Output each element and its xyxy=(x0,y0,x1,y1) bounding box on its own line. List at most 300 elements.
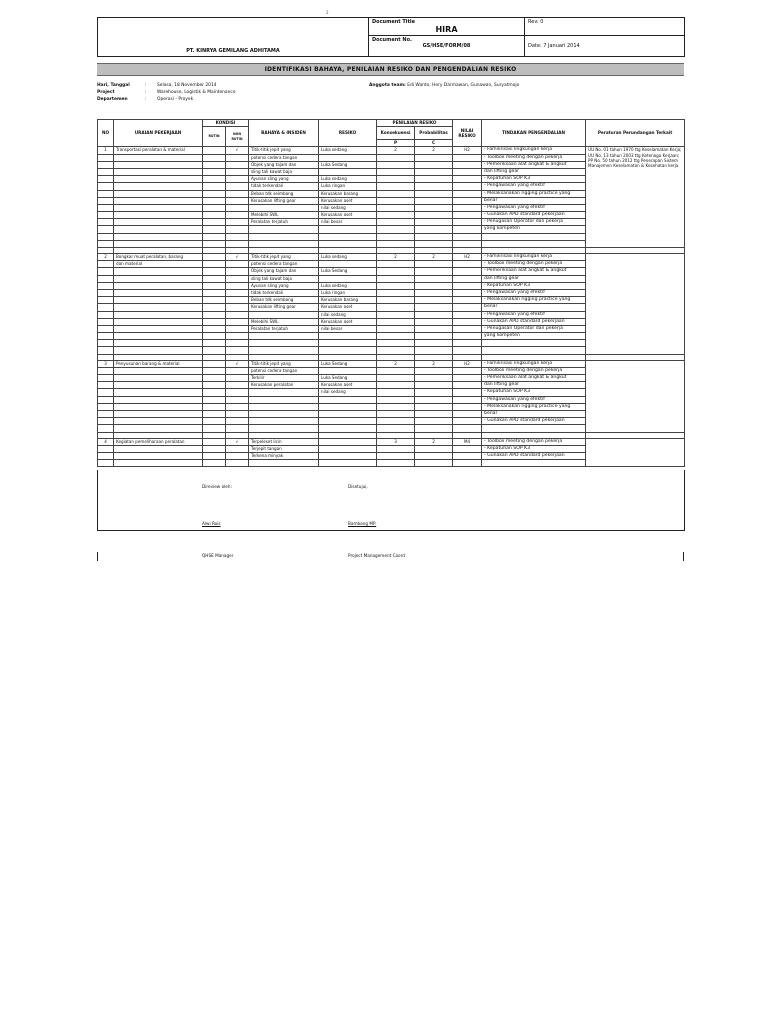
doc-title: HIRA xyxy=(435,25,458,34)
risk-value-cell xyxy=(453,311,482,318)
hazard-cell xyxy=(249,403,319,410)
risk-value-cell xyxy=(453,382,482,389)
task-description xyxy=(114,410,203,417)
probability-cell xyxy=(415,340,453,347)
consequence-cell: 3 xyxy=(377,438,415,445)
risk-cell xyxy=(319,396,377,403)
consequence-cell: 2 xyxy=(377,147,415,154)
control-measure-cell: yang kompeten xyxy=(482,333,586,340)
task-description xyxy=(114,154,203,161)
control-measure-cell: - Penugasan Operator dan pekerja xyxy=(482,219,586,226)
non-rutin-mark xyxy=(226,226,249,233)
control-measure-cell: - Toolbox meeting dengan pekerja xyxy=(482,438,586,445)
control-measure-cell: - Pemeriksaan alat angkat & angkut xyxy=(482,161,586,168)
control-measure-cell: - Kepatuhan SOP K3 xyxy=(482,445,586,452)
table-row xyxy=(98,360,685,367)
risk-cell: Luka Sedang xyxy=(319,161,377,168)
non-rutin-mark xyxy=(226,183,249,190)
non-rutin-mark xyxy=(226,452,249,459)
hazard-cell: Beban tdk seimbang xyxy=(249,297,319,304)
team-value: Edi Wanto, Hery Darmawan, Gunawan, Suryatmojo xyxy=(407,83,520,88)
task-description xyxy=(114,403,203,410)
col-nilai: NILAI RESIKO xyxy=(453,120,482,147)
task-description: Kegiatan pemeliharaan peralatan xyxy=(114,438,203,445)
consequence-cell xyxy=(377,389,415,396)
task-description xyxy=(114,219,203,226)
row-number: 3 xyxy=(98,360,114,367)
row-number: 2 xyxy=(98,254,114,261)
consequence-cell xyxy=(377,460,415,467)
probability-cell xyxy=(415,382,453,389)
probability-cell xyxy=(415,261,453,268)
row-number xyxy=(98,418,114,425)
row-number xyxy=(98,410,114,417)
control-measure-cell xyxy=(482,233,586,240)
probability-cell xyxy=(415,154,453,161)
consequence-cell: 2 xyxy=(377,254,415,261)
consequence-cell xyxy=(377,275,415,282)
task-description xyxy=(114,268,203,275)
project-label: Project xyxy=(97,90,115,95)
hazard-cell xyxy=(249,460,319,467)
non-rutin-mark xyxy=(226,161,249,168)
rutin-cell xyxy=(203,403,226,410)
task-description: Bongkar muat peralatan, barang xyxy=(114,254,203,261)
rutin-cell xyxy=(203,325,226,332)
rutin-cell xyxy=(203,233,226,240)
non-rutin-mark xyxy=(226,297,249,304)
consequence-cell xyxy=(377,410,415,417)
rutin-cell xyxy=(203,304,226,311)
probability-cell xyxy=(415,297,453,304)
control-measure-cell: - Melaksanakan rigging practice yang xyxy=(482,190,586,197)
consequence-cell: 2 xyxy=(377,360,415,367)
task-description xyxy=(114,340,203,347)
project-colon: : xyxy=(145,90,147,95)
row-number xyxy=(98,325,114,332)
non-rutin-mark xyxy=(226,396,249,403)
risk-value-cell xyxy=(453,282,482,289)
risk-value-cell xyxy=(453,190,482,197)
risk-cell: nilai sedang xyxy=(319,389,377,396)
non-rutin-mark xyxy=(226,403,249,410)
control-measure-cell: dan lifting gear xyxy=(482,382,586,389)
row-number xyxy=(98,460,114,467)
reviewer-name: Alwi Rois xyxy=(202,521,221,526)
task-description xyxy=(114,333,203,340)
probability-cell xyxy=(415,311,453,318)
row-number xyxy=(98,168,114,175)
risk-cell xyxy=(319,367,377,374)
probability-cell xyxy=(415,212,453,219)
task-description xyxy=(114,176,203,183)
risk-value-cell xyxy=(453,445,482,452)
consequence-cell xyxy=(377,233,415,240)
hazard-cell: Peralatan terjatuh xyxy=(249,219,319,226)
task-description xyxy=(114,282,203,289)
probability-cell xyxy=(415,318,453,325)
probability-cell: 2 xyxy=(415,360,453,367)
probability-cell xyxy=(415,304,453,311)
risk-value-cell xyxy=(453,204,482,211)
rutin-cell xyxy=(203,161,226,168)
risk-cell: Luka ringan xyxy=(319,183,377,190)
risk-cell: Luka sedang xyxy=(319,176,377,183)
task-description xyxy=(114,325,203,332)
rutin-cell xyxy=(203,452,226,459)
consequence-cell xyxy=(377,347,415,354)
consequence-cell xyxy=(377,176,415,183)
probability-cell xyxy=(415,403,453,410)
consequence-cell xyxy=(377,418,415,425)
hazard-cell: Titik-titik jepit yang xyxy=(249,254,319,261)
risk-value-cell xyxy=(453,240,482,247)
hazard-cell: Ayunan sling yang xyxy=(249,176,319,183)
consequence-cell xyxy=(377,333,415,340)
non-rutin-mark xyxy=(226,367,249,374)
row-number xyxy=(98,403,114,410)
risk-cell xyxy=(319,403,377,410)
control-measure-cell: - Gunakan APD standard pekerjaan xyxy=(482,418,586,425)
non-rutin-mark xyxy=(226,197,249,204)
non-rutin-mark xyxy=(226,289,249,296)
risk-value-cell xyxy=(453,396,482,403)
control-measure-cell: - Toolbox meeting dengan pekerja xyxy=(482,261,586,268)
risk-value-cell xyxy=(453,375,482,382)
rutin-cell xyxy=(203,168,226,175)
consequence-cell xyxy=(377,382,415,389)
rutin-cell xyxy=(203,425,226,432)
row-number xyxy=(98,233,114,240)
risk-cell xyxy=(319,452,377,459)
task-description xyxy=(114,311,203,318)
task-description xyxy=(114,460,203,467)
risk-cell xyxy=(319,425,377,432)
regulation-cell xyxy=(586,254,685,355)
risk-cell: nilai besar xyxy=(319,219,377,226)
date-label: Hari, Tanggal xyxy=(97,83,130,88)
risk-value-cell xyxy=(453,325,482,332)
non-rutin-mark: √ xyxy=(226,147,249,154)
form-info xyxy=(97,83,684,115)
row-number: 4 xyxy=(98,438,114,445)
risk-cell xyxy=(319,168,377,175)
hazard-cell xyxy=(249,340,319,347)
risk-cell xyxy=(319,226,377,233)
probability-cell xyxy=(415,325,453,332)
probability-cell xyxy=(415,333,453,340)
hazard-cell xyxy=(249,311,319,318)
row-number xyxy=(98,452,114,459)
rutin-cell xyxy=(203,282,226,289)
regulation-cell xyxy=(586,360,685,432)
consequence-cell xyxy=(377,204,415,211)
row-number xyxy=(98,311,114,318)
control-measure-cell: - Familirisasi lingkungan kerja xyxy=(482,360,586,367)
probability-cell xyxy=(415,418,453,425)
probability-cell xyxy=(415,275,453,282)
hazard-cell xyxy=(249,396,319,403)
team-members xyxy=(369,83,519,88)
risk-cell: Luka Sedang xyxy=(319,360,377,367)
rutin-cell xyxy=(203,340,226,347)
task-description xyxy=(114,304,203,311)
rutin-cell xyxy=(203,154,226,161)
probability-cell xyxy=(415,168,453,175)
control-measure-cell: - Penugasan Operator dan pekerja xyxy=(482,325,586,332)
rutin-cell xyxy=(203,410,226,417)
doc-no-label: Document No. xyxy=(372,37,412,43)
hazard-cell: Kerusakan lifting gear xyxy=(249,304,319,311)
hazard-cell: tidak terkendali xyxy=(249,289,319,296)
row-number xyxy=(98,347,114,354)
col-uraian: URAIAN PEKERJAAN xyxy=(114,120,203,147)
non-rutin-mark xyxy=(226,261,249,268)
non-rutin-mark xyxy=(226,168,249,175)
control-measure-cell: - Melaksanakan rigging practice yang xyxy=(482,403,586,410)
row-number xyxy=(98,289,114,296)
risk-value-cell xyxy=(453,297,482,304)
hazard-cell: Terjepit tangan xyxy=(249,445,319,452)
non-rutin-mark xyxy=(226,382,249,389)
probability-cell xyxy=(415,226,453,233)
risk-value-cell xyxy=(453,367,482,374)
task-description xyxy=(114,190,203,197)
hazard-cell: sling tali kawat baja xyxy=(249,168,319,175)
risk-cell: Kerusakan barang xyxy=(319,190,377,197)
control-measure-cell: - Pengawasan yang efektif xyxy=(482,311,586,318)
risk-cell: Kerusakan barang xyxy=(319,297,377,304)
control-measure-cell: - Pengawasan yang efektif xyxy=(482,183,586,190)
task-description xyxy=(114,347,203,354)
hazard-cell: potensi cedera tangan xyxy=(249,261,319,268)
table-row xyxy=(98,254,685,261)
row-number xyxy=(98,297,114,304)
row-number xyxy=(98,176,114,183)
non-rutin-mark xyxy=(226,240,249,247)
task-description xyxy=(114,197,203,204)
control-measure-cell: - Gunakan APD standard pekerjaan xyxy=(482,212,586,219)
consequence-cell xyxy=(377,367,415,374)
control-measure-cell: benar xyxy=(482,197,586,204)
hazard-cell: Melebihi SWL xyxy=(249,212,319,219)
department-value: Operasi - Proyek xyxy=(157,97,194,102)
risk-cell xyxy=(319,418,377,425)
hazard-cell xyxy=(249,389,319,396)
risk-cell: Kerusakan aset xyxy=(319,212,377,219)
risk-value-cell xyxy=(453,212,482,219)
non-rutin-mark xyxy=(226,347,249,354)
rutin-cell xyxy=(203,418,226,425)
non-rutin-mark xyxy=(226,318,249,325)
control-measure-cell: - Pengawasan yang efektif xyxy=(482,396,586,403)
probability-cell xyxy=(415,460,453,467)
col-penilaian: PENILAIAN RESIKO xyxy=(377,120,453,127)
department-colon: : xyxy=(145,97,147,102)
control-measure-cell: dan lifting gear xyxy=(482,168,586,175)
probability-cell xyxy=(415,282,453,289)
reviewer-title: QHSE Manager xyxy=(202,553,234,558)
consequence-cell xyxy=(377,452,415,459)
hazard-cell xyxy=(249,410,319,417)
risk-cell xyxy=(319,410,377,417)
control-measure-cell xyxy=(482,240,586,247)
regulation-cell: UU No. 01 tahun 1970 ttg Keselamatan Kerja; UU No. 13 tahun 2003 ttg Ketenaga Kerjaan; PP No. 50 tahun 2012 ttg Penerapan Sistem Manajemen Keselamatan & Kesehatan kerja xyxy=(586,147,685,248)
non-rutin-mark xyxy=(226,418,249,425)
risk-value-cell xyxy=(453,183,482,190)
control-measure-cell: - Familirisasi lingkungan kerja xyxy=(482,254,586,261)
row-number xyxy=(98,204,114,211)
task-description xyxy=(114,183,203,190)
control-measure-cell: - Pemeriksaan alat angkat & angkut xyxy=(482,375,586,382)
non-rutin-mark xyxy=(226,219,249,226)
hazard-cell: sling tali kawat baja xyxy=(249,275,319,282)
control-measure-cell xyxy=(482,347,586,354)
rutin-cell xyxy=(203,389,226,396)
form-title: IDENTIFIKASI BAHAYA, PENILAIAN RESIKO DAN PENGENDALIAN RESIKO xyxy=(97,63,684,76)
non-rutin-mark: √ xyxy=(226,254,249,261)
row-number xyxy=(98,154,114,161)
rutin-cell xyxy=(203,219,226,226)
hazard-cell xyxy=(249,204,319,211)
hira-table-body xyxy=(98,147,685,467)
risk-value-cell xyxy=(453,403,482,410)
task-description xyxy=(114,297,203,304)
right-margin-mark xyxy=(683,552,684,561)
task-description: Transportasi peralatan & material xyxy=(114,147,203,154)
hazard-cell: Ayunan sling yang xyxy=(249,282,319,289)
non-rutin-mark xyxy=(226,333,249,340)
row-number xyxy=(98,382,114,389)
risk-cell xyxy=(319,240,377,247)
rutin-cell xyxy=(203,240,226,247)
task-description xyxy=(114,452,203,459)
control-measure-cell xyxy=(482,340,586,347)
row-number xyxy=(98,161,114,168)
regulation-cell xyxy=(586,438,685,467)
task-description xyxy=(114,168,203,175)
non-rutin-mark xyxy=(226,212,249,219)
row-number xyxy=(98,275,114,282)
probability-cell xyxy=(415,197,453,204)
hazard-cell xyxy=(249,333,319,340)
signature-frame xyxy=(97,470,685,531)
risk-value-cell xyxy=(453,176,482,183)
consequence-cell xyxy=(377,297,415,304)
control-measure-cell: benar xyxy=(482,304,586,311)
risk-value-cell xyxy=(453,304,482,311)
probability-cell xyxy=(415,268,453,275)
rutin-cell xyxy=(203,360,226,367)
risk-cell: nilai sedang xyxy=(319,204,377,211)
risk-cell: Luka sedang xyxy=(319,282,377,289)
row-number xyxy=(98,212,114,219)
probability-cell xyxy=(415,396,453,403)
non-rutin-mark xyxy=(226,190,249,197)
probability-cell xyxy=(415,289,453,296)
consequence-cell xyxy=(377,226,415,233)
task-description: Penyusunan barang & material xyxy=(114,360,203,367)
risk-value-cell xyxy=(453,425,482,432)
rutin-cell xyxy=(203,375,226,382)
probability-cell: 2 xyxy=(415,147,453,154)
probability-cell xyxy=(415,367,453,374)
non-rutin-mark xyxy=(226,282,249,289)
probability-cell xyxy=(415,375,453,382)
hazard-cell: tidak terkendali xyxy=(249,183,319,190)
task-description xyxy=(114,204,203,211)
non-rutin-mark xyxy=(226,233,249,240)
probability-cell xyxy=(415,452,453,459)
risk-value-cell: M4 xyxy=(453,438,482,445)
risk-value-cell xyxy=(453,347,482,354)
consequence-cell xyxy=(377,425,415,432)
risk-cell: Kerusakan aset xyxy=(319,304,377,311)
hazard-cell: Terpeleset licin xyxy=(249,438,319,445)
risk-cell xyxy=(319,438,377,445)
reviewed-by-label: Direview oleh: xyxy=(202,484,232,489)
probability-cell xyxy=(415,161,453,168)
consequence-cell xyxy=(377,240,415,247)
risk-cell xyxy=(319,340,377,347)
document-date: Date: 7 Januari 2014 xyxy=(525,36,685,57)
approver-name: Bambang MP. xyxy=(348,521,377,526)
task-description xyxy=(114,289,203,296)
consequence-cell xyxy=(377,403,415,410)
probability-cell xyxy=(415,445,453,452)
col-konsekuensi: Konsekuensi xyxy=(377,127,415,140)
consequence-cell xyxy=(377,268,415,275)
consequence-cell xyxy=(377,219,415,226)
risk-cell xyxy=(319,333,377,340)
risk-value-cell xyxy=(453,418,482,425)
consequence-cell xyxy=(377,161,415,168)
hazard-cell: potensi cedera tangan xyxy=(249,367,319,374)
task-description xyxy=(114,382,203,389)
rutin-cell xyxy=(203,367,226,374)
control-measure-cell: - Melaksanakan rigging practice yang xyxy=(482,297,586,304)
control-measure-cell: benar xyxy=(482,410,586,417)
team-label: Anggota team: xyxy=(369,83,406,88)
task-description xyxy=(114,226,203,233)
control-measure-cell: - Kepatuhan SOP K3 xyxy=(482,389,586,396)
rutin-cell xyxy=(203,197,226,204)
hazard-cell: Objek yang tajam dan xyxy=(249,268,319,275)
control-measure-cell xyxy=(482,425,586,432)
task-description xyxy=(114,212,203,219)
hazard-cell: Terkilir xyxy=(249,375,319,382)
probability-cell xyxy=(415,190,453,197)
consequence-cell xyxy=(377,261,415,268)
non-rutin-mark xyxy=(226,375,249,382)
control-measure-cell: dan lifting gear xyxy=(482,275,586,282)
rutin-cell xyxy=(203,183,226,190)
revision: Rev: 0 xyxy=(525,18,685,36)
non-rutin-mark xyxy=(226,311,249,318)
probability-cell xyxy=(415,204,453,211)
probability-cell xyxy=(415,347,453,354)
row-number xyxy=(98,190,114,197)
task-description xyxy=(114,161,203,168)
risk-value-cell xyxy=(453,452,482,459)
consequence-cell xyxy=(377,197,415,204)
non-rutin-mark xyxy=(226,425,249,432)
hazard-cell: Titik-titik jepit yang xyxy=(249,147,319,154)
row-number xyxy=(98,396,114,403)
hazard-cell: Beban tdk seimbang xyxy=(249,190,319,197)
consequence-cell xyxy=(377,311,415,318)
hazard-cell xyxy=(249,418,319,425)
